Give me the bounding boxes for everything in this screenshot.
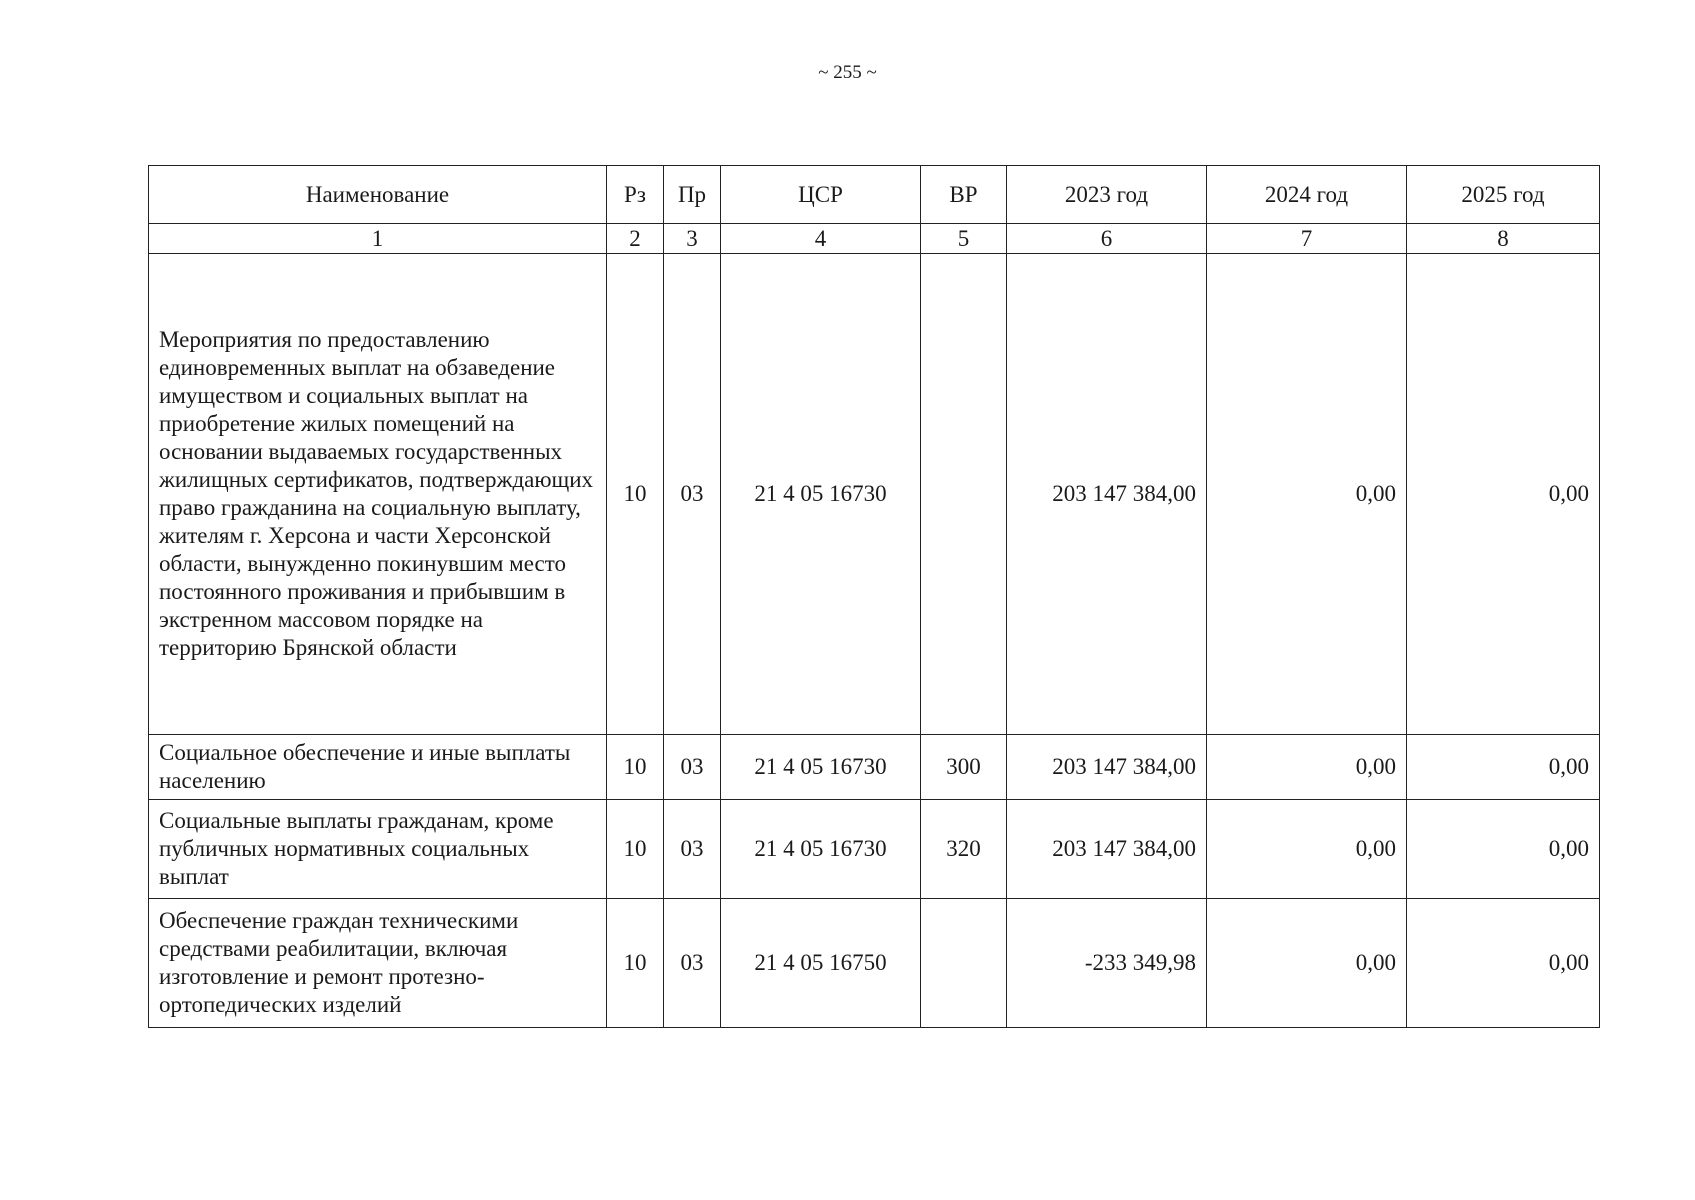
row-rz: 10 <box>607 254 664 735</box>
row-2023: 203 147 384,00 <box>1007 254 1207 735</box>
table-row <box>149 800 1600 899</box>
row-vr <box>921 899 1007 1028</box>
budget-table <box>148 165 1600 1028</box>
row-rz: 10 <box>607 735 664 800</box>
row-csr: 21 4 05 16730 <box>721 800 921 899</box>
row-vr: 320 <box>921 800 1007 899</box>
header-name: Наименование <box>149 166 607 224</box>
column-number-row <box>149 224 1600 254</box>
column-number: 6 <box>1007 224 1207 254</box>
row-2023: -233 349,98 <box>1007 899 1207 1028</box>
row-pr: 03 <box>664 800 721 899</box>
header-2025: 2025 год <box>1407 166 1600 224</box>
row-name: Мероприятия по предоставлению единовременных выплат на обзаведение имуществом и социальных выплат на приобретение жилых помещений на основании выдаваемых государственных жилищных сертификатов, подтверждающих право гражданина на социальную выплату, жителям г. Херсона и части Херсонской области, вынужденно покинувшим место постоянного проживания и прибывшим в экстренном массовом порядке на территорию Брянской области <box>149 254 607 735</box>
header-vr: ВР <box>921 166 1007 224</box>
row-pr: 03 <box>664 899 721 1028</box>
row-vr <box>921 254 1007 735</box>
table-row <box>149 899 1600 1028</box>
row-2025: 0,00 <box>1407 254 1600 735</box>
table-row <box>149 735 1600 800</box>
column-number: 7 <box>1207 224 1407 254</box>
row-2025: 0,00 <box>1407 735 1600 800</box>
row-name: Обеспечение граждан техническими средствами реабилитации, включая изготовление и ремонт протезно-ортопедических изделий <box>149 899 607 1028</box>
row-2023: 203 147 384,00 <box>1007 735 1207 800</box>
row-2025: 0,00 <box>1407 899 1600 1028</box>
row-rz: 10 <box>607 800 664 899</box>
column-number: 4 <box>721 224 921 254</box>
row-rz: 10 <box>607 899 664 1028</box>
column-number: 5 <box>921 224 1007 254</box>
header-csr: ЦСР <box>721 166 921 224</box>
row-csr: 21 4 05 16750 <box>721 899 921 1028</box>
row-2024: 0,00 <box>1207 735 1407 800</box>
row-name: Социальные выплаты гражданам, кроме публичных нормативных социальных выплат <box>149 800 607 899</box>
page-number: ~ 255 ~ <box>818 62 877 83</box>
row-2024: 0,00 <box>1207 254 1407 735</box>
header-rz: Рз <box>607 166 664 224</box>
row-csr: 21 4 05 16730 <box>721 254 921 735</box>
row-pr: 03 <box>664 254 721 735</box>
column-number: 2 <box>607 224 664 254</box>
column-number: 8 <box>1407 224 1600 254</box>
column-number: 1 <box>149 224 607 254</box>
row-2023: 203 147 384,00 <box>1007 800 1207 899</box>
header-2023: 2023 год <box>1007 166 1207 224</box>
row-csr: 21 4 05 16730 <box>721 735 921 800</box>
column-number: 3 <box>664 224 721 254</box>
row-vr: 300 <box>921 735 1007 800</box>
header-row <box>149 166 1600 224</box>
row-name: Социальное обеспечение и иные выплаты населению <box>149 735 607 800</box>
row-pr: 03 <box>664 735 721 800</box>
row-2024: 0,00 <box>1207 899 1407 1028</box>
header-pr: Пр <box>664 166 721 224</box>
row-2025: 0,00 <box>1407 800 1600 899</box>
table-row <box>149 254 1600 735</box>
row-2024: 0,00 <box>1207 800 1407 899</box>
header-2024: 2024 год <box>1207 166 1407 224</box>
